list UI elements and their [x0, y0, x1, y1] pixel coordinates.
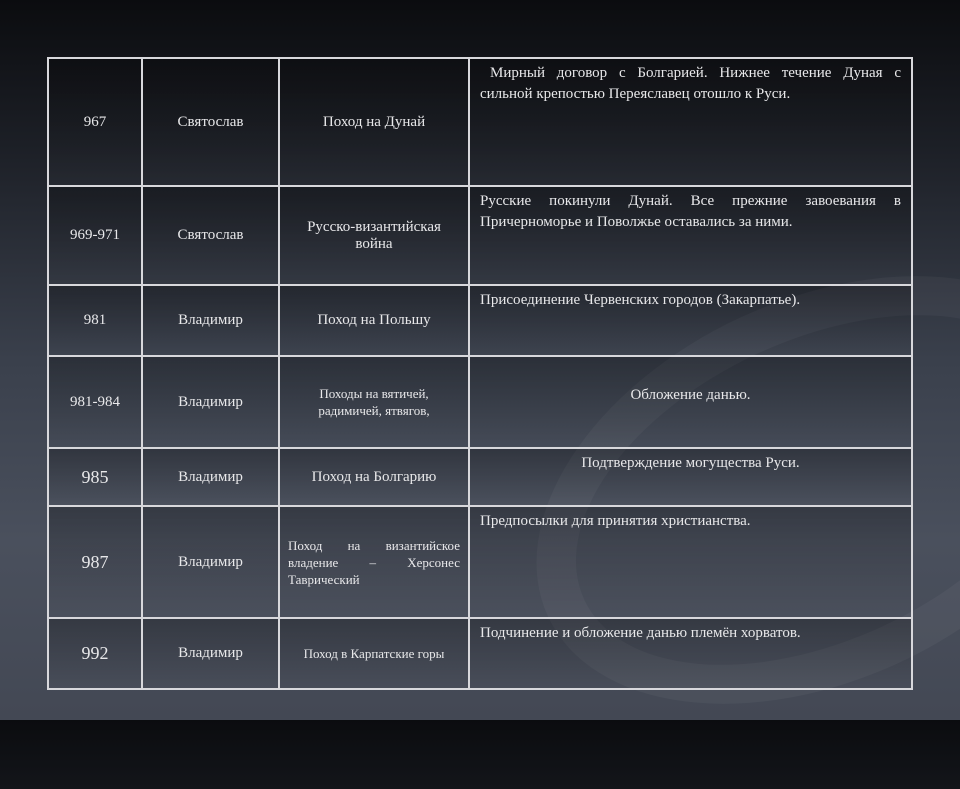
ruler-cell: Владимир	[142, 448, 279, 506]
result-cell: Подтверждение могущества Руси.	[469, 448, 912, 506]
event-cell: Русско-византийская война	[279, 186, 469, 285]
history-table	[47, 57, 913, 690]
event-cell: Поход на византийское владение – Херсонес Таврический	[279, 506, 469, 618]
event-cell: Поход на Дунай	[279, 58, 469, 186]
table-row	[48, 448, 912, 506]
table-row	[48, 506, 912, 618]
ruler-cell: Владимир	[142, 356, 279, 448]
result-cell: Подчинение и обложение данью племён хорватов.	[469, 618, 912, 689]
table-row	[48, 285, 912, 356]
result-cell: Мирный договор с Болгарией. Нижнее течение Дуная с сильной крепостью Переяславец отошло к Руси.	[469, 58, 912, 186]
ruler-cell: Владимир	[142, 285, 279, 356]
table-row	[48, 58, 912, 186]
result-cell: Присоединение Червенских городов (Закарпатье).	[469, 285, 912, 356]
year-cell: 985	[48, 448, 142, 506]
table-row	[48, 186, 912, 285]
year-cell: 987	[48, 506, 142, 618]
result-cell: Обложение данью.	[469, 356, 912, 448]
year-cell: 981-984	[48, 356, 142, 448]
event-cell: Походы на вятичей, радимичей, ятвягов,	[279, 356, 469, 448]
ruler-cell: Владимир	[142, 506, 279, 618]
event-cell: Поход на Польшу	[279, 285, 469, 356]
year-cell: 969-971	[48, 186, 142, 285]
result-cell: Предпосылки для принятия христианства.	[469, 506, 912, 618]
year-cell: 981	[48, 285, 142, 356]
table-row	[48, 356, 912, 448]
ruler-cell: Святослав	[142, 186, 279, 285]
ruler-cell: Святослав	[142, 58, 279, 186]
result-cell: Русские покинули Дунай. Все прежние завоевания в Причерноморье и Поволжье оставались за ними.	[469, 186, 912, 285]
event-cell: Поход на Болгарию	[279, 448, 469, 506]
table-row	[48, 618, 912, 689]
ruler-cell: Владимир	[142, 618, 279, 689]
year-cell: 967	[48, 58, 142, 186]
event-cell: Поход в Карпатские горы	[279, 618, 469, 689]
year-cell: 992	[48, 618, 142, 689]
